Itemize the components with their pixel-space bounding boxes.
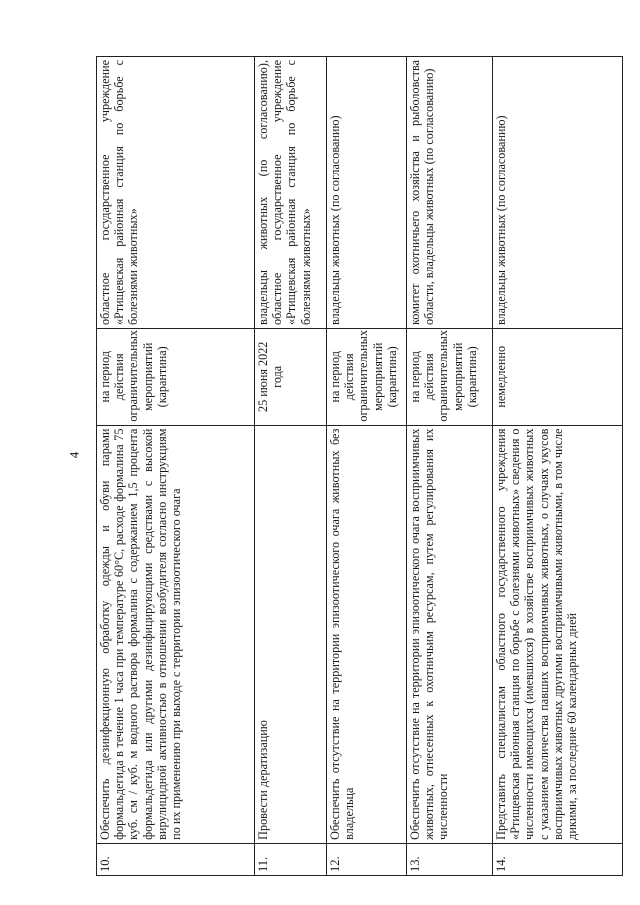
term-cell: на период действия ограничительных мероприятий (карантина) [407, 329, 493, 426]
measures-table [96, 56, 623, 876]
measure-cell: Обеспечить отсутствие на территории эпизоотического очага животных без владельца [327, 425, 407, 843]
table-row [327, 57, 407, 876]
table-row [255, 57, 327, 876]
measure-cell: Представить специалистам областного государственного учреждения «Ртищевская районная станция по борьбе с болезнями животных» сведения о численности имеющихся (имевшихся) в хозяйстве восприимчивых животных с указанием количества павших восприимчивых животных, о случаях укусов восприимчивых животных другими восприимчивыми животными, в том числе дикими, за последние 60 календарных дней [493, 425, 623, 843]
row-number: 14. [493, 843, 623, 875]
rotated-table-wrapper [96, 56, 622, 876]
term-cell: немедленно [493, 329, 623, 426]
responsible-cell: владельцы животных (по согласованию) [493, 57, 623, 329]
responsible-cell: комитет охотничьего хозяйства и рыболовства области, владельцы животных (по согласованию) [407, 57, 493, 329]
row-number: 13. [407, 843, 493, 875]
row-number: 10. [97, 843, 255, 875]
term-cell: на период действия ограничительных мероприятий (карантина) [97, 329, 255, 426]
responsible-cell: владельцы животных (по согласованию), областное государственное учреждение «Ртищевская районная станция по борьбе с болезнями животных» [255, 57, 327, 329]
row-number: 11. [255, 843, 327, 875]
measure-cell: Провести дератизацию [255, 425, 327, 843]
responsible-cell: владельцы животных (по согласованию) [327, 57, 407, 329]
term-cell: на период действия ограничительных мероприятий (карантина) [327, 329, 407, 426]
page-number: 4 [66, 451, 82, 459]
table-row [493, 57, 623, 876]
table-row [407, 57, 493, 876]
table-row [97, 57, 255, 876]
measure-cell: Обеспечить дезинфекционную обработку одежды и обуви парами формальдегида в течение 1 часа при температуре 60°С, расходе формалина 75 куб. см / куб. м водного раствора формалина с содержанием 1,5 процента формальдегида или другими дезинфицирующими средствами с высокой вирулицидной активностью в отношении возбудителя согласно инструкциям по их применению при выходе с территории эпизоотического очага [97, 425, 255, 843]
row-number: 12. [327, 843, 407, 875]
measure-cell: Обеспечить отсутствие на территории эпизоотического очага восприимчивых животных, отнесенных к охотничьим ресурсам, путем регулирования их численности [407, 425, 493, 843]
term-cell: 25 июня 2022 года [255, 329, 327, 426]
responsible-cell: областное государственное учреждение «Ртищевская районная станция по борьбе с болезнями животных» [97, 57, 255, 329]
